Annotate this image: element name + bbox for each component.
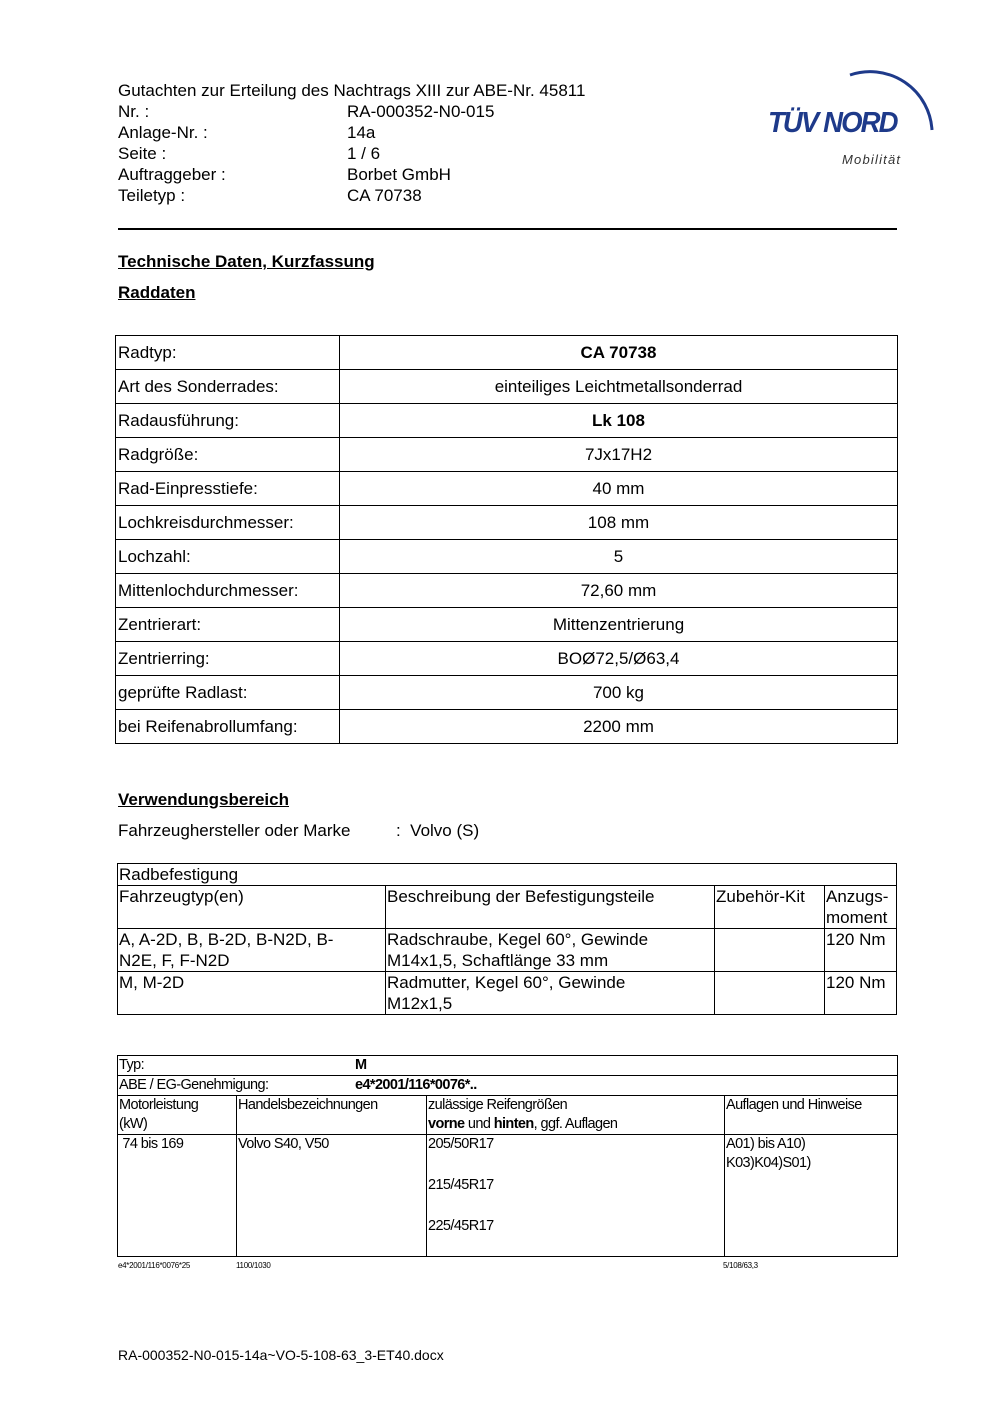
- logo-brand: TÜV NORD: [768, 107, 897, 139]
- table-header-row: [118, 886, 897, 929]
- reifen-item: 215/45R17: [428, 1177, 494, 1193]
- table-cell: Radschraube, Kegel 60°, Gewinde M14x1,5, Schaftlänge 33 mm: [386, 929, 715, 972]
- raddaten-label: Lochzahl:: [116, 540, 340, 574]
- section-heading-raddaten: Raddaten: [118, 283, 196, 302]
- raddaten-value: Mittenzentrierung: [340, 608, 898, 642]
- header-value: 14a: [347, 123, 376, 142]
- column-header: Beschreibung der Befestigungsteile: [386, 886, 715, 929]
- tuv-nord-logo: [760, 55, 950, 175]
- raddaten-value: 7Jx17H2: [340, 438, 898, 472]
- table-row: [118, 1135, 898, 1257]
- header-row-seite: [118, 143, 380, 164]
- table-cell: 74 bis 169: [118, 1135, 237, 1257]
- raddaten-value: einteiliges Leichtmetallsonderrad: [340, 370, 898, 404]
- raddaten-value: CA 70738: [340, 336, 898, 370]
- table-cell: [715, 929, 825, 972]
- raddaten-row: [116, 438, 898, 472]
- raddaten-row: [116, 540, 898, 574]
- hersteller-label: Fahrzeughersteller oder Marke: [118, 821, 351, 840]
- raddaten-table: [115, 335, 898, 744]
- raddaten-label: bei Reifenabrollumfang:: [116, 710, 340, 744]
- typ-footer-mid: 1100/1030: [236, 1261, 271, 1270]
- logo-subtitle: Mobilität: [842, 152, 902, 167]
- header-value: 1 / 6: [347, 144, 381, 163]
- reifen-header-line2: [428, 1115, 723, 1134]
- typ-value: M: [355, 1057, 367, 1073]
- raddaten-label: Radausführung:: [116, 404, 340, 438]
- table-cell: Volvo S40, V50: [237, 1135, 427, 1257]
- abe-value: e4*2001/116*0076*..: [355, 1077, 477, 1093]
- raddaten-value: 40 mm: [340, 472, 898, 506]
- reifen-hinten: hinten: [493, 1116, 534, 1132]
- header-label: Teiletyp :: [118, 186, 186, 205]
- hersteller-value: : Volvo (S): [396, 821, 480, 840]
- section-heading-verwendung: Verwendungsbereich: [118, 790, 289, 809]
- header-divider: [118, 228, 897, 230]
- raddaten-value: BOØ72,5/Ø63,4: [340, 642, 898, 676]
- table-cell: A01) bis A10) K03)K04)S01): [725, 1135, 898, 1257]
- column-header-reifen: [427, 1096, 725, 1135]
- header-row-anlage: [118, 122, 375, 143]
- raddaten-label: Lochkreisdurchmesser:: [116, 506, 340, 540]
- reifen-vorne: vorne: [428, 1116, 465, 1132]
- raddaten-value: 108 mm: [340, 506, 898, 540]
- table-cell: Radmutter, Kegel 60°, Gewinde M12x1,5: [386, 972, 715, 1015]
- column-header: Auflagen und Hinweise: [725, 1096, 898, 1135]
- raddaten-row: [116, 574, 898, 608]
- raddaten-label: Art des Sonderrades:: [116, 370, 340, 404]
- header-label: Seite :: [118, 144, 167, 163]
- header-row-teiletyp: [118, 185, 422, 206]
- header-value: Borbet GmbH: [347, 165, 451, 184]
- column-header: Anzugs- moment: [825, 886, 897, 929]
- raddaten-row: [116, 608, 898, 642]
- table-cell: A, A-2D, B, B-2D, B-N2D, B- N2E, F, F-N2D: [118, 929, 386, 972]
- raddaten-row: [116, 642, 898, 676]
- raddaten-row: [116, 370, 898, 404]
- raddaten-label: Zentrierart:: [116, 608, 340, 642]
- abe-label: ABE / EG-Genehmigung:: [119, 1077, 269, 1093]
- typ-row: [118, 1056, 898, 1076]
- raddaten-label: Mittenlochdurchmesser:: [116, 574, 340, 608]
- document-title: Gutachten zur Erteilung des Nachtrags XIII zur ABE-Nr. 45811: [118, 81, 586, 100]
- table-row: [118, 864, 897, 886]
- table-row: [118, 1076, 898, 1096]
- raddaten-row: [116, 676, 898, 710]
- header-value: RA-000352-N0-015: [347, 102, 495, 121]
- table-row: [118, 972, 897, 1015]
- reifen-rest: , ggf. Auflagen: [533, 1116, 618, 1132]
- header-value: CA 70738: [347, 186, 422, 205]
- raddaten-value: 72,60 mm: [340, 574, 898, 608]
- raddaten-row: [116, 404, 898, 438]
- header-label: Nr. :: [118, 102, 150, 121]
- table-cell: 120 Nm: [825, 972, 897, 1015]
- raddaten-row: [116, 710, 898, 744]
- raddaten-row: [116, 336, 898, 370]
- raddaten-label: Radgröße:: [116, 438, 340, 472]
- column-header: Fahrzeugtyp(en): [118, 886, 386, 929]
- reifen-item: 205/50R17: [428, 1136, 494, 1152]
- raddaten-row: [116, 472, 898, 506]
- header-row-nr: [118, 101, 494, 122]
- reifen-header-line1: zulässige Reifengrößen: [428, 1097, 568, 1113]
- raddaten-label: Radtyp:: [116, 336, 340, 370]
- raddaten-value: Lk 108: [340, 404, 898, 438]
- column-header: Motorleistung (kW): [118, 1096, 237, 1135]
- reifen-und: und: [464, 1116, 494, 1132]
- radbefestigung-table: [117, 863, 897, 1015]
- befestigung-title: Radbefestigung: [118, 864, 897, 886]
- raddaten-label: geprüfte Radlast:: [116, 676, 340, 710]
- reifen-item: 225/45R17: [428, 1218, 494, 1234]
- raddaten-value: 700 kg: [340, 676, 898, 710]
- table-cell: M, M-2D: [118, 972, 386, 1015]
- abe-row: [118, 1076, 898, 1096]
- column-header: Handelsbezeichnungen: [237, 1096, 427, 1135]
- header-label: Auftraggeber :: [118, 165, 226, 184]
- header-label: Anlage-Nr. :: [118, 123, 208, 142]
- fahrzeugtyp-table: [117, 1055, 898, 1257]
- typ-footer-left: e4*2001/116*0076*25: [118, 1261, 191, 1270]
- raddaten-label: Zentrierring:: [116, 642, 340, 676]
- reifen-cell: [427, 1135, 725, 1257]
- table-row: [118, 929, 897, 972]
- table-header-row: [118, 1096, 898, 1135]
- raddaten-label: Rad-Einpresstiefe:: [116, 472, 340, 506]
- table-cell: [715, 972, 825, 1015]
- typ-label: Typ:: [119, 1057, 144, 1073]
- header-row-auftraggeber: [118, 164, 451, 185]
- table-cell: 120 Nm: [825, 929, 897, 972]
- raddaten-value: 2200 mm: [340, 710, 898, 744]
- raddaten-value: 5: [340, 540, 898, 574]
- column-header: Zubehör-Kit: [715, 886, 825, 929]
- typ-footer-right: 5/108/63,3: [723, 1261, 758, 1270]
- page-footer-filename: RA-000352-N0-015-14a~VO-5-108-63_3-ET40.docx: [118, 1347, 444, 1363]
- section-heading-tech: Technische Daten, Kurzfassung: [118, 252, 375, 271]
- table-row: [118, 1056, 898, 1076]
- raddaten-row: [116, 506, 898, 540]
